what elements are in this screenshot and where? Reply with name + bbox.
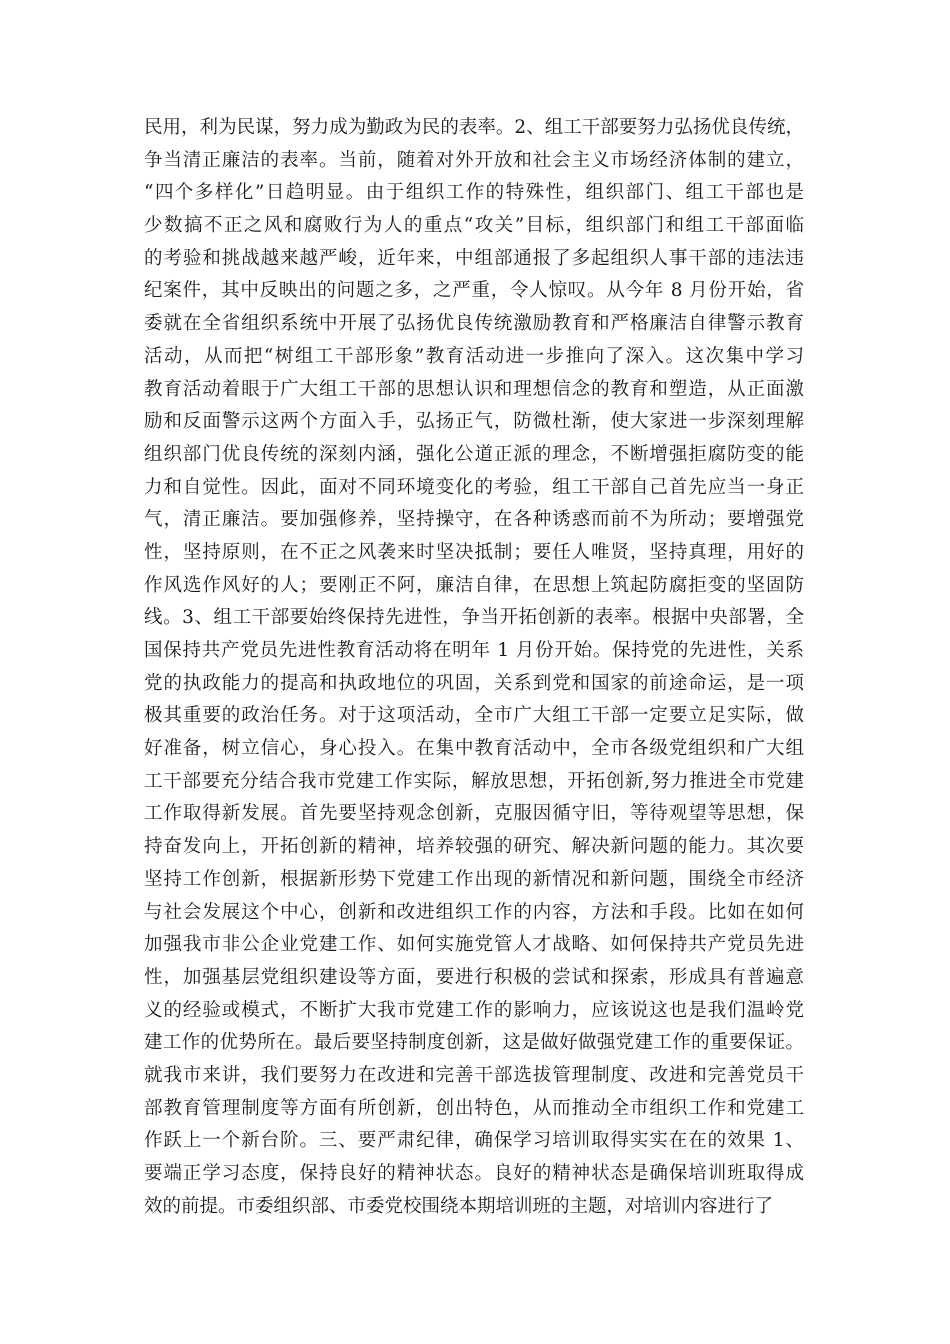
text-line: 好准备，树立信心，身心投入。在集中教育活动中，全市各级党组织和广大组 — [144, 738, 804, 760]
body-text — [144, 112, 804, 1223]
text-line: 就我市来讲，我们要努力在改进和完善干部选拔管理制度、改进和完善党员干 — [144, 1064, 804, 1086]
text-line: 极其重要的政治任务。对于这项活动，全市广大组工干部一定要立足实际，做 — [144, 705, 804, 727]
text-line: 坚持工作创新，根据新形势下党建工作出现的新情况和新问题，围绕全市经济 — [144, 868, 804, 890]
text-line: 部教育管理制度等方面有所创新，创出特色，从而推动全市组织工作和党建工 — [144, 1097, 804, 1119]
text-line: 的考验和挑战越来越严峻，近年来，中组部通报了多起组织人事干部的违法违 — [144, 247, 804, 269]
text-line: 要端正学习态度，保持良好的精神状态。良好的精神状态是确保培训班取得成 — [144, 1163, 804, 1184]
text-line: 少数搞不正之风和腐败行为人的重点“攻关”目标，组织部门和组工干部面临 — [144, 215, 804, 237]
text-line: 党的执政能力的提高和执政地位的巩固，关系到党和国家的前途命运，是一项 — [144, 672, 804, 694]
text-line: “四个多样化”日趋明显。由于组织工作的特殊性，组织部门、组工干部也是 — [144, 182, 804, 204]
text-line: 工作取得新发展。首先要坚持观念创新，克服因循守旧，等待观望等思想，保 — [144, 803, 804, 825]
text-line: 线。3、组工干部要始终保持先进性，争当开拓创新的表率。根据中央部署，全 — [144, 607, 804, 629]
text-line: 作风选作风好的人；要刚正不阿，廉洁自律，在思想上筑起防腐拒变的坚固防 — [144, 574, 804, 596]
text-line: 性，坚持原则，在不正之风袭来时坚决抵制；要任人唯贤，坚持真理，用好的 — [144, 541, 804, 563]
text-line: 组织部门优良传统的深刻内涵，强化公道正派的理念，不断增强拒腐防变的能 — [144, 443, 804, 465]
text-line: 加强我市非公企业党建工作、如何实施党管人才战略、如何保持共产党员先进 — [144, 934, 804, 956]
text-line: 工干部要充分结合我市党建工作实际，解放思想，开拓创新,努力推进全市党建 — [144, 770, 804, 792]
text-line: 持奋发向上，开拓创新的精神，培养较强的研究、解决新问题的能力。其次要 — [144, 836, 804, 858]
text-line: 委就在全省组织系统中开展了弘扬优良传统激励教育和严格廉洁自律警示教育 — [144, 313, 804, 335]
text-line: 教育活动着眼于广大组工干部的思想认识和理想信念的教育和塑造，从正面激 — [144, 378, 804, 400]
text-line: 建工作的优势所在。最后要坚持制度创新，这是做好做强党建工作的重要保证。 — [144, 1032, 804, 1054]
text-line: 义的经验或模式，不断扩大我市党建工作的影响力，应该说这也是我们温岭党 — [144, 999, 804, 1021]
text-line: 效的前提。市委组织部、市委党校围绕本期培训班的主题，对培训内容进行了 — [144, 1195, 774, 1217]
text-line: 与社会发展这个中心，创新和改进组织工作的内容，方法和手段。比如在如何 — [144, 901, 804, 923]
text-line: 活动，从而把“树组工干部形象”教育活动进一步推向了深入。这次集中学习 — [144, 345, 804, 367]
text-line: 性，加强基层党组织建设等方面，要进行积极的尝试和探索，形成具有普遍意 — [144, 966, 804, 988]
text-line: 励和反面警示这两个方面入手，弘扬正气，防微杜渐，使大家进一步深刻理解 — [144, 411, 804, 433]
text-line: 气，清正廉洁。要加强修养，坚持操守，在各种诱惑而前不为所动；要增强党 — [144, 509, 804, 531]
text-line: 作跃上一个新台阶。三、要严肃纪律，确保学习培训取得实实在在的效果 1、 — [144, 1130, 804, 1152]
text-line: 争当清正廉洁的表率。当前，随着对外开放和社会主义市场经济体制的建立， — [144, 149, 804, 171]
text-line: 国保持共产党员先进性教育活动将在明年 1 月份开始。保持党的先进性，关系 — [144, 640, 804, 661]
text-line: 纪案件，其中反映出的问题之多，之严重，令人惊叹。从今年 8 月份开始，省 — [144, 280, 804, 302]
text-line: 民用，利为民谋，努力成为勤政为民的表率。2、组工干部要努力弘扬优良传统， — [144, 117, 804, 138]
text-line: 力和自觉性。因此，面对不同环境变化的考验，组工干部自己首先应当一身正 — [144, 476, 804, 498]
